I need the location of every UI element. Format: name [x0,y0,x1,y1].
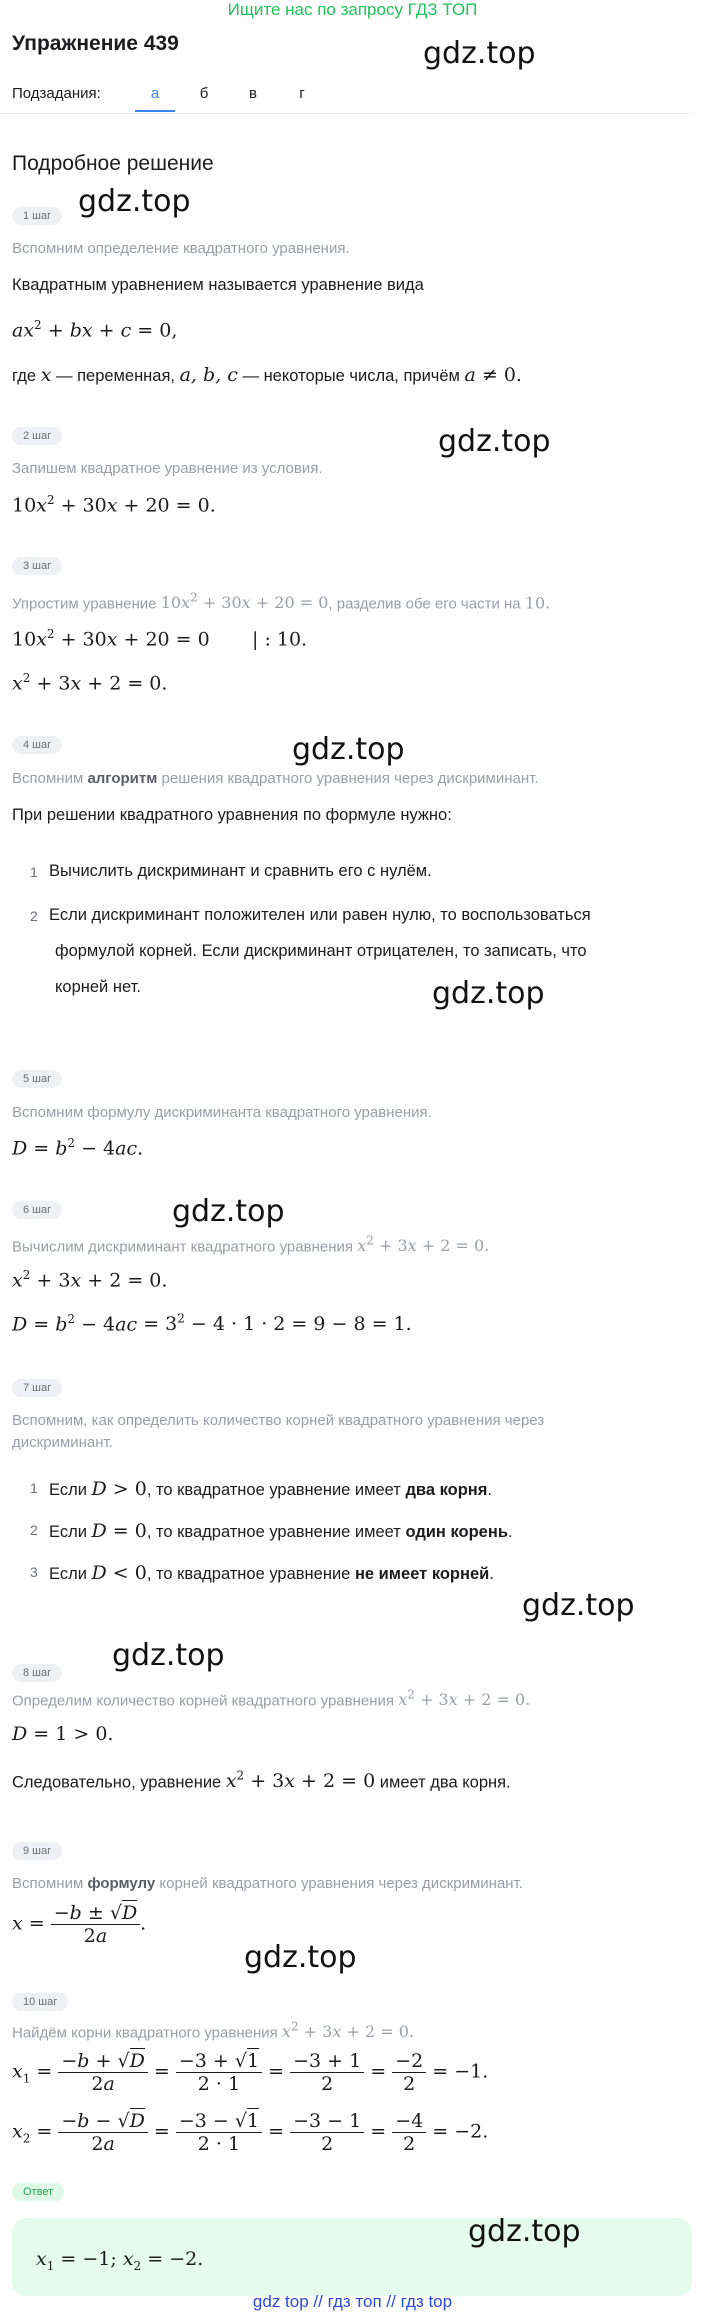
step-4-note [12,770,539,787]
formula-general: $ax^2$ + bx + c = 0, [12,318,178,342]
watermark: gdz.top [112,1638,225,1673]
list-number: 3 [30,1564,38,1580]
formula-step2: $10x^2 + 30x + 20 = 0$. [12,493,216,517]
watermark: gdz.top [423,36,536,71]
promo-banner[interactable]: Ищите нас по запросу ГДЗ ТОП [227,0,478,19]
if-word: Если [49,1523,87,1541]
watermark: gdz.top [292,732,405,767]
list-item-1: Вычислить дискриминант и сравнить его с нулём. [49,862,432,880]
note-prefix: Вспомним [12,1875,84,1892]
list-number: 2 [30,908,38,924]
formula-x2: $x_2$ = $\frac{-b - √D}{2a}$ = $\frac{-3 - √1}{2 \cdot 1}$ = $\frac{-3 - 1}{2}$ = $\frac{-4}{2}$ = −2. [12,2110,489,2155]
list-item-2c: корней нет. [55,978,141,996]
where-prefix: где [12,367,37,385]
inline-formula: $x^2 + 3x + 2 = 0$. [357,1234,490,1256]
where-mid: — переменная, [56,367,175,385]
formula-step6-b: $D = b^2 - 4ac = 3^2 - 4 \cdot 1 \cdot 2 = 9 - 8 = 1$. [12,1312,412,1336]
note-suffix: корней квадратного уравнения через дискриминант. [159,1875,523,1892]
d-negative: D < 0 [91,1562,147,1584]
watermark: gdz.top [432,976,545,1011]
page-title: Упражнение 439 [12,32,179,55]
condition-2: Если D = 0, то квадратное уравнение имеет один корень. [49,1520,513,1542]
formula-roots: x = $\frac{-b \pm √D}{2a}$ . [12,1902,147,1947]
where-end: — некоторые числа, причём [242,367,460,385]
divider [0,113,692,114]
d-positive: D > 0 [91,1478,147,1500]
if-word: Если [49,1565,87,1583]
if-word: Если [49,1481,87,1499]
watermark: gdz.top [522,1588,635,1623]
conclusion-prefix: Следовательно, уравнение [12,1773,222,1792]
subtasks-label: Подзадания: [12,85,101,102]
step-8-badge: 8 шаг [12,1664,62,1682]
note-prefix: Вычислим дискриминант квадратного уравнения [12,1238,354,1256]
a-not-zero: a ≠ 0. [464,364,522,386]
step-6-badge: 6 шаг [12,1201,62,1219]
step-1-where [12,364,522,386]
step-3-badge: 3 шаг [12,557,62,575]
step-2-note: Запишем квадратное уравнение из условия. [12,460,323,477]
answer-badge: Ответ [12,2183,64,2201]
step-10-note [12,2020,414,2041]
note-bold: алгоритм [87,770,158,787]
watermark: gdz.top [438,424,551,459]
note-prefix: Найдём корни квадратного уравнения [12,2024,278,2042]
result-no-roots: не имеет корней [354,1565,490,1583]
formula-step8: D = 1 > 0. [12,1723,114,1745]
step-1-note: Вспомним определение квадратного уравнения. [12,240,350,257]
var-x: x [40,364,52,386]
step-1-badge: 1 шаг [12,207,62,225]
tab-v[interactable]: в [249,85,257,102]
inline-number: 10. [524,593,551,613]
note-prefix: Определим количество корней квадратного уравнения [12,1692,395,1710]
watermark: gdz.top [468,2214,581,2249]
note-suffix: , разделив обе его части на [328,595,521,613]
note-prefix: Упростим уравнение [12,595,157,613]
step-2-badge: 2 шаг [12,427,62,445]
step-1-text: Квадратным уравнением называется уравнение вида [12,276,424,294]
formula-step6-a: $x^2 + 3x + 2 = 0$. [12,1268,168,1292]
inline-formula: $x^2 + 3x + 2 = 0$ [225,1769,376,1793]
step-4-badge: 4 шаг [12,736,62,754]
step-8-conclusion [12,1769,511,1792]
list-number: 2 [30,1522,38,1538]
then-text: , то квадратное уравнение имеет [146,1523,401,1541]
step-6-note [12,1234,489,1255]
step-5-badge: 5 шаг [12,1070,62,1088]
tab-b[interactable]: б [199,85,209,102]
section-title: Подробное решение [12,152,214,175]
note-prefix: Вспомним [12,770,84,787]
coeffs: a, b, c [179,364,238,386]
formula-x1: $x_1$ = $\frac{-b + √D}{2a}$ = $\frac{-3 + √1}{2 \cdot 1}$ = $\frac{-3 + 1}{2}$ = $\frac{-2}{2}$ = −1. [12,2050,489,2095]
formula-discriminant: $D = b^2 - 4ac$. [12,1136,144,1160]
watermark: gdz.top [78,184,191,219]
step-7-badge: 7 шаг [12,1379,62,1397]
conclusion-suffix: имеет два корня. [379,1773,511,1792]
list-item-2a: Если дискриминант положителен или равен нулю, то воспользоваться [49,906,591,924]
formula-step3-b: $x^2 + 3x + 2 = 0$. [12,671,168,695]
step-5-note: Вспомним формулу дискриминанта квадратного уравнения. [12,1104,432,1121]
list-number: 1 [30,1480,38,1496]
step-7-note-1: Вспомним, как определить количество корней квадратного уравнения через [12,1412,545,1429]
formula-step3-a: $10x^2 + 30x + 20 = 0$ | : 10. [12,627,308,651]
watermark: gdz.top [172,1194,285,1229]
step-9-badge: 9 шаг [12,1842,62,1860]
note-bold: формулу [87,1875,156,1892]
step-3-note [12,591,550,612]
then-text: , то квадратное уравнение [146,1565,351,1583]
condition-3: Если D < 0, то квадратное уравнение не имеет корней. [49,1562,494,1584]
note-suffix: решения квадратного уравнения через дискриминант. [161,770,539,787]
result-two-roots: два корня [405,1481,488,1499]
step-9-note [12,1875,523,1892]
inline-formula: $x^2 + 3x + 2 = 0$. [281,2020,414,2042]
inline-formula: $10x^2 + 30x + 20 = 0$ [160,591,329,613]
inline-formula: $x^2 + 3x + 2 = 0$. [398,1688,531,1710]
step-7-note-2: дискриминант. [12,1434,113,1451]
list-number: 1 [30,864,38,880]
then-text: , то квадратное уравнение имеет [146,1481,401,1499]
condition-1: Если D > 0, то квадратное уравнение имеет два корня. [49,1478,492,1500]
result-one-root: один корень [405,1523,508,1541]
watermark: gdz.top [244,1940,357,1975]
footer-links[interactable]: gdz top // гдз топ // гдз top [252,2292,453,2311]
tab-g[interactable]: г [299,85,305,102]
list-item-2b: формулой корней. Если дискриминант отрицателен, то записать, что [55,942,587,960]
tab-a[interactable]: а [135,85,175,112]
step-10-badge: 10 шаг [12,1993,68,2011]
step-4-text: При решении квадратного уравнения по формуле нужно: [12,806,452,824]
answer-formula: $x_1 = -1$; $x_2 = -2$. [36,2248,204,2273]
step-8-note [12,1688,530,1709]
d-zero: D = 0 [91,1520,147,1542]
